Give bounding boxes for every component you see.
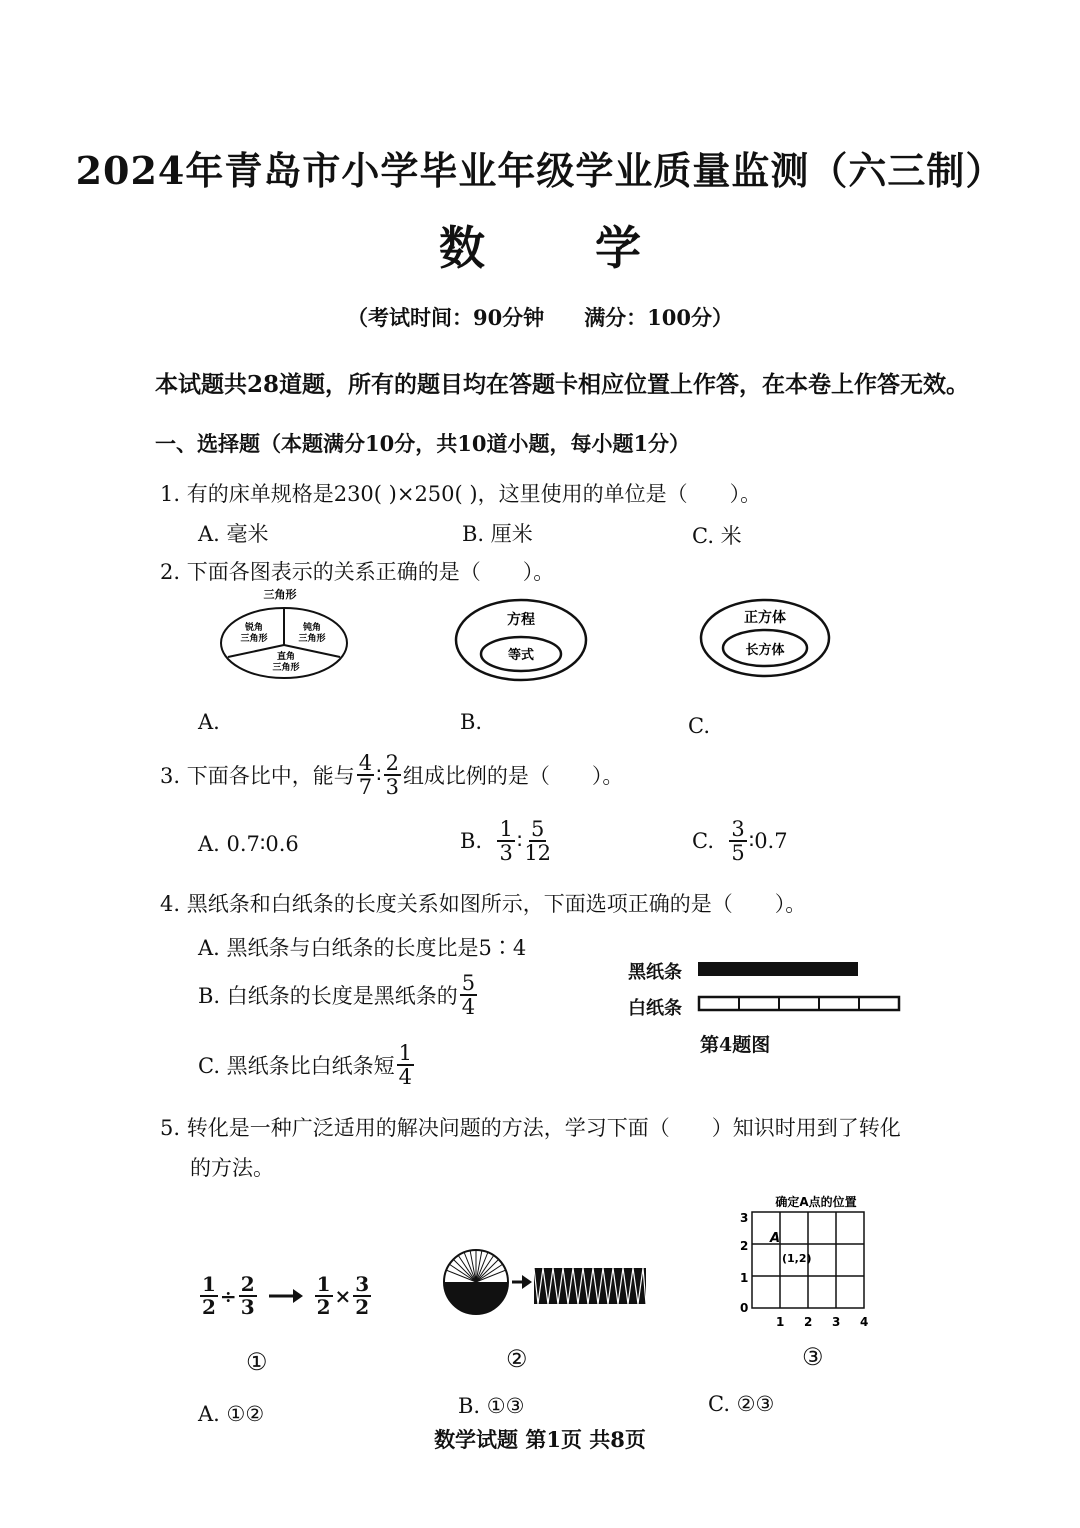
fig-a-right-1: 直角: [276, 652, 296, 662]
q3-stem: 3. 下面各比中，能与 $\frac{4}{7}$ ∶ $\frac{2}{3}$ 组成比例的是（ ）。: [160, 751, 624, 800]
q4-b-fraction: $\frac{5}{4}$: [461, 971, 476, 1020]
fig1-fraction-c: $\frac{1}{2}$: [316, 1272, 331, 1319]
q3-option-b: B. $\frac{1}{3}$ ∶ $\frac{5}{12}$: [460, 817, 552, 866]
q3-option-c: C. $\frac{3}{5}$ ∶0.7: [692, 817, 788, 866]
q4-figure-caption: 第4题图: [700, 1034, 771, 1056]
subject-char-2: 学: [595, 221, 641, 275]
subject-char-1: 数: [439, 221, 485, 275]
q2-figure-b: [452, 596, 592, 686]
q2-stem: 2. 下面各图表示的关系正确的是（ ）。: [160, 560, 555, 584]
fig3-y-tick: 0: [740, 1301, 749, 1315]
fig3-y-tick: 2: [740, 1239, 749, 1253]
q5-figure-1: $\frac{1}{2}$ ÷ $\frac{2}{3}$ $\frac{1}{2}$ × $\frac{3}{2}$: [202, 1272, 370, 1319]
fig1-fraction-b: $\frac{2}{3}$: [240, 1272, 255, 1319]
q3-stem-post: 组成比例的是（ ）。: [402, 764, 624, 789]
exam-notice: 本试题共28道题，所有的题目均在答题卡相应位置上作答，在本卷上作答无效。: [155, 371, 970, 398]
fig-a-right-2: 三角形: [272, 663, 300, 673]
fig-c-inner-label: 长方体: [745, 643, 785, 658]
q5-figure-3-label: ③: [802, 1343, 824, 1371]
q5-stem-line2: 的方法。: [190, 1156, 274, 1180]
q4-white-strip-label: 白纸条: [628, 998, 682, 1019]
q5-figure-3: [736, 1190, 886, 1330]
q4-black-strip-label: 黑纸条: [628, 962, 682, 983]
q2-figure-a: [218, 583, 358, 683]
q1-option-b: B. 厘米: [462, 522, 533, 546]
fig1-fraction-d: $\frac{3}{2}$: [355, 1272, 370, 1319]
q2-option-c: C.: [688, 714, 710, 738]
section-heading: 一、选择题（本题满分10分，共10道小题，每小题1分）: [155, 431, 691, 456]
page-footer: 数学试题 第1页 共8页: [434, 1427, 646, 1452]
q3-c-fraction: $\frac{3}{5}$: [731, 817, 745, 866]
q1-option-a: A. 毫米: [198, 522, 269, 546]
q2-option-b: B.: [460, 710, 483, 734]
fig3-point-a: A: [770, 1231, 781, 1246]
q4-c-fraction: $\frac{1}{4}$: [398, 1041, 413, 1090]
arrow-right-icon: [267, 1286, 305, 1306]
fig-a-obtuse-1: 钝角: [302, 623, 322, 633]
fig-a-acute-2: 三角形: [240, 634, 268, 644]
full-score: 满分：100分）: [584, 305, 734, 330]
q5-figure-1-label: ①: [246, 1348, 268, 1376]
q3-stem-pre: 3. 下面各比中，能与: [160, 764, 355, 789]
subject-heading: [0, 212, 1080, 278]
q4-option-c: C. 黑纸条比白纸条短 $\frac{1}{4}$: [198, 1041, 413, 1090]
fig3-x-tick: 1: [776, 1315, 785, 1329]
q4-stem: 4. 黑纸条和白纸条的长度关系如图所示，下面选项正确的是（ ）。: [160, 892, 807, 916]
fig-c-outer-label: 正方体: [744, 610, 786, 626]
q5-option-c: C. ②③: [708, 1392, 775, 1416]
fig-b-outer-label: 方程: [507, 612, 535, 628]
q3-b-fraction-2: $\frac{5}{12}$: [524, 817, 552, 866]
fig-b-inner-label: 等式: [507, 648, 535, 663]
fig3-x-tick: 2: [804, 1315, 813, 1329]
q4-strips-figure: [696, 960, 906, 1016]
white-strip: [699, 997, 899, 1010]
exam-title: 2024年青岛市小学毕业年级学业质量监测（六三制）: [75, 148, 1005, 193]
q5-option-a: A. ①②: [198, 1402, 265, 1426]
q3-option-a: A. 0.7∶0.6: [198, 832, 299, 856]
black-strip: [698, 962, 858, 976]
q1-stem: 1. 有的床单规格是230( )×250( )，这里使用的单位是（ ）。: [160, 482, 762, 506]
q5-option-b: B. ①③: [458, 1394, 525, 1418]
fig-a-obtuse-2: 三角形: [298, 634, 326, 644]
fig3-title: 确定A点的位置: [775, 1195, 857, 1209]
fig3-x-tick: 3: [832, 1315, 841, 1329]
q2-figure-c: [698, 596, 838, 686]
fig3-coord: (1,2): [782, 1252, 812, 1265]
exam-info: [0, 302, 1080, 332]
q2-option-a: A.: [198, 710, 220, 734]
fig1-fraction-a: $\frac{1}{2}$: [202, 1272, 216, 1319]
q5-stem-line1: 5. 转化是一种广泛适用的解决问题的方法，学习下面（ ）知识时用到了转化: [160, 1116, 901, 1140]
q5-figure-2: [438, 1248, 653, 1320]
exam-time: （考试时间：90分钟: [346, 305, 545, 330]
fig-a-outer-label: 三角形: [263, 588, 297, 601]
q3-fraction-2: $\frac{2}{3}$: [385, 751, 399, 800]
q3-fraction-1: $\frac{4}{7}$: [358, 751, 373, 800]
fig3-y-tick: 1: [740, 1271, 749, 1285]
q5-figure-2-label: ②: [506, 1345, 528, 1373]
q3-b-fraction-1: $\frac{1}{3}$: [499, 817, 513, 866]
q4-option-b: B. 白纸条的长度是黑纸条的 $\frac{5}{4}$: [198, 971, 476, 1020]
q1-option-c: C. 米: [692, 524, 742, 548]
q4-option-a: A. 黑纸条与白纸条的长度比是5∶4: [198, 936, 527, 960]
fig3-y-tick: 3: [740, 1211, 749, 1225]
fig3-x-tick: 4: [860, 1315, 869, 1329]
fig-a-acute-1: 锐角: [244, 623, 264, 633]
